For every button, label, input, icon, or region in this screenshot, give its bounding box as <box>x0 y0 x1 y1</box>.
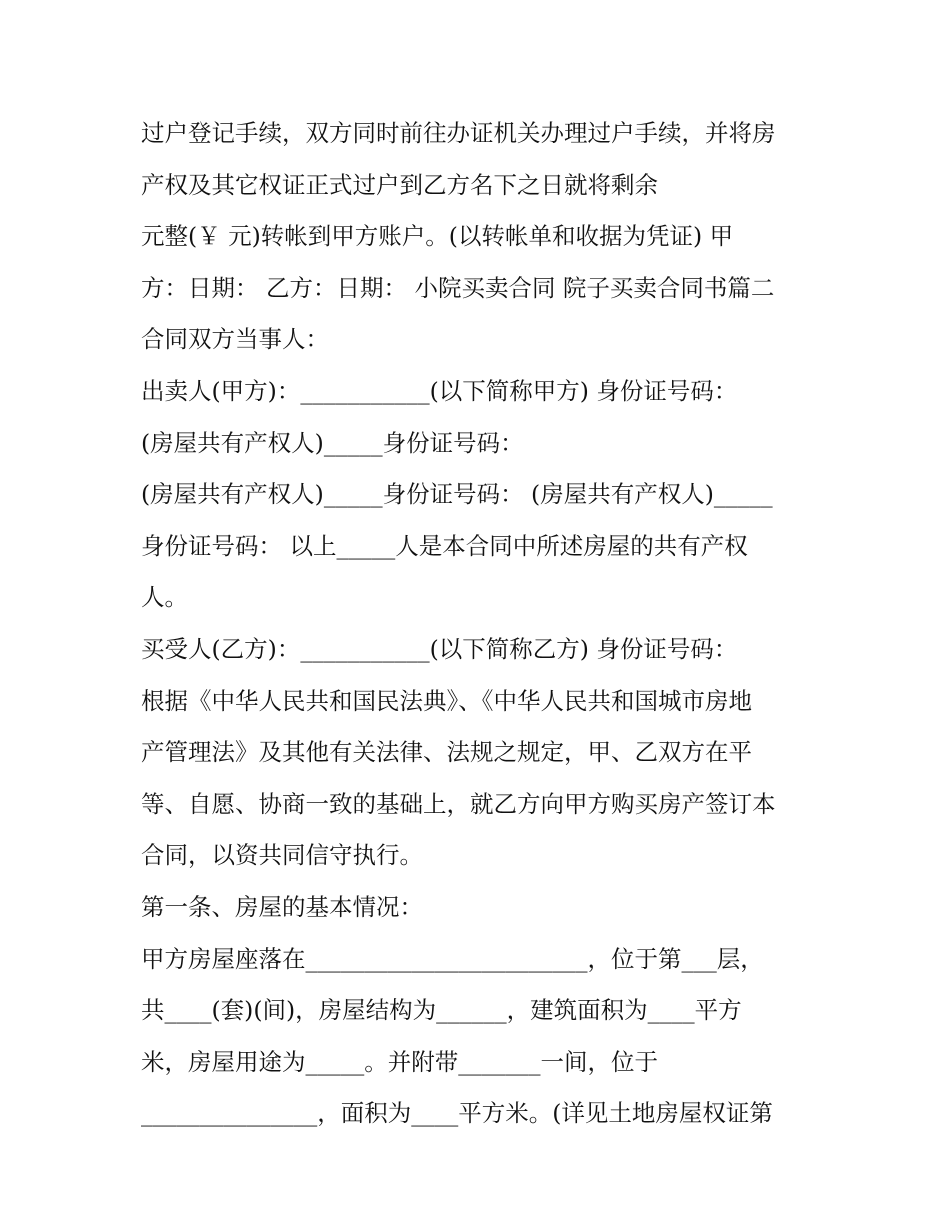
text-line-2: 产权及其它权证正式过户到乙方名下之日就将剩余 <box>141 170 658 199</box>
text-line-15: 合同，以资共同信守执行。 <box>141 841 423 870</box>
text-line-17: 甲方房屋座落在________________________，位于第___层， <box>141 944 764 973</box>
text-line-8: (房屋共有产权人)_____身份证号码： (房屋共有产权人)_____ <box>141 480 773 509</box>
text-line-13: 产管理法》及其他有关法律、法规之规定，甲、乙双方在平 <box>141 738 752 767</box>
text-line-18: 共____(套)(间)，房屋结构为______，建筑面积为____平方 <box>141 996 742 1025</box>
text-line-11: 买受人(乙方)：___________(以下简称乙方) 身份证号码： <box>141 634 738 663</box>
text-line-6: 出卖人(甲方)：___________(以下简称甲方) 身份证号码： <box>141 376 738 405</box>
text-line-16: 第一条、房屋的基本情况： <box>141 892 423 921</box>
text-line-3: 元整(￥ 元)转帐到甲方账户。(以转帐单和收据为凭证) 甲 <box>141 222 734 251</box>
text-line-20: _______________，面积为____平方米。(详见土地房屋权证第 <box>141 1099 773 1128</box>
text-line-19: 米，房屋用途为_____。并附带_______一间，位于 <box>141 1047 658 1076</box>
text-line-1: 过户登记手续，双方同时前往办证机关办理过户手续，并将房 <box>141 119 776 147</box>
text-line-7: (房屋共有产权人)_____身份证号码： <box>141 428 524 457</box>
text-line-9: 身份证号码： 以上_____人是本合同中所述房屋的共有产权 <box>141 531 748 560</box>
text-line-5: 合同双方当事人： <box>141 325 329 354</box>
contract-text <box>141 108 831 1140</box>
text-line-10: 人。 <box>141 583 188 612</box>
text-line-14: 等、自愿、协商一致的基础上，就乙方向甲方购买房产签订本 <box>141 789 776 818</box>
text-line-4: 方：日期： 乙方：日期： 小院买卖合同 院子买卖合同书篇二 <box>141 273 775 302</box>
text-line-12: 根据《中华人民共和国民法典》、《中华人民共和国城市房地 <box>141 686 752 715</box>
